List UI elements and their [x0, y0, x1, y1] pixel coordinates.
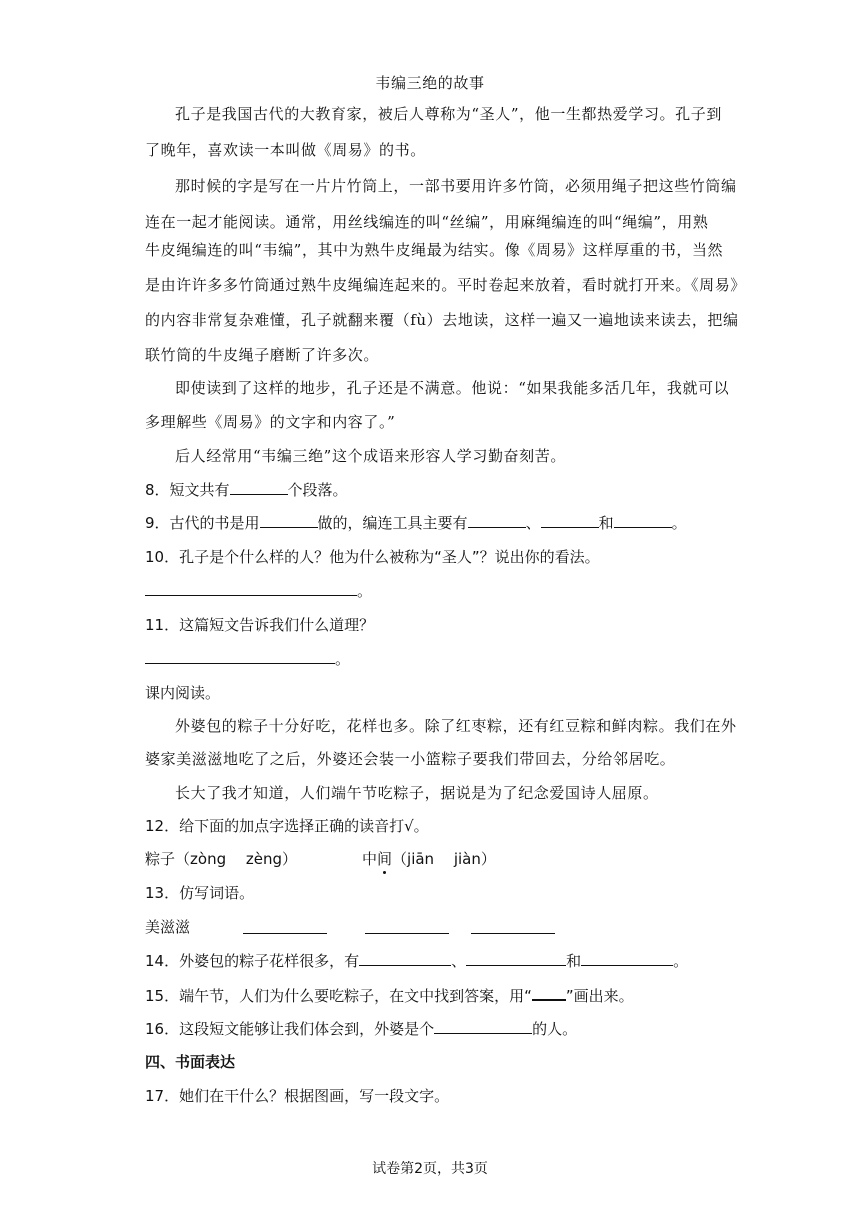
passage1-line-6: 是由许许多多竹筒通过熟牛皮绳编连起来的。平时卷起来放着，看时就打开来。《周易》	[145, 276, 746, 294]
q15-underline-mark	[532, 985, 566, 1001]
q16-text-a: 16．这段短文能够让我们体会到，外婆是个	[145, 1020, 435, 1038]
q10-answer-line	[145, 581, 372, 601]
q13-blank-3[interactable]	[471, 919, 555, 934]
passage2-line-2: 婆家美滋滋地吃了之后，外婆还会装一小篮粽子要我们带回去，分给邻居吃。	[145, 750, 676, 768]
q14-blank-3[interactable]	[581, 951, 673, 966]
q9-text-a: 9．古代的书是用	[145, 514, 260, 532]
question-17: 17．她们在干什么？根据图画，写一段文字。	[145, 1087, 450, 1105]
passage-title: 韦编三绝的故事	[375, 74, 485, 92]
passage1-line-2: 了晚年，喜欢读一本叫做《周易》的书。	[145, 141, 426, 159]
q9-text-e: 。	[671, 514, 687, 532]
q15-text-b: ”画出来。	[565, 987, 634, 1005]
question-11: 11．这篇短文告诉我们什么道理？	[145, 616, 375, 634]
q13-answer-line	[145, 917, 190, 937]
q13-blank-1[interactable]	[243, 919, 327, 934]
q9-blank-3[interactable]	[541, 513, 599, 528]
passage1-line-11: 后人经常用“韦编三绝”这个成语来形容人学习勤奋刻苦。	[175, 447, 566, 465]
q12-item-1	[145, 849, 297, 869]
q11-answer-line	[145, 649, 350, 669]
q8-text-b: 个段落。	[287, 481, 348, 499]
passage2-line-1: 外婆包的粽子十分好吃，花样也多。除了红枣粽，还有红豆粽和鲜肉粽。我们在外	[175, 717, 737, 735]
passage1-line-7: 的内容非常复杂难懂，孔子就翻来覆（fù）去地读，这样一遍又一遍地读来读去，把编	[145, 311, 739, 329]
q12-item1-char: 粽	[145, 850, 161, 868]
q14-text-c: 和	[566, 952, 582, 970]
question-14	[145, 951, 688, 971]
q14-text-d: 。	[673, 952, 689, 970]
question-13: 13．仿写词语。	[145, 884, 255, 902]
section-label-reading: 课内阅读。	[145, 684, 221, 702]
q13-example: 美滋滋	[145, 918, 191, 936]
passage1-line-1: 孔子是我国古代的大教育家，被后人尊称为“圣人”，他一生都热爱学习。孔子到	[175, 105, 722, 123]
q10-end: 。	[357, 582, 373, 600]
q16-text-b: 的人。	[532, 1020, 578, 1038]
q12-item-2	[362, 849, 496, 869]
q10-blank[interactable]	[145, 581, 357, 596]
q16-blank[interactable]	[434, 1019, 532, 1034]
q9-blank-1[interactable]	[260, 513, 318, 528]
q9-text-c: 、	[525, 514, 541, 532]
question-15	[145, 985, 634, 1006]
q12-item2-dotted-char: 间	[377, 850, 393, 868]
q11-end: 。	[335, 650, 351, 668]
question-8	[145, 480, 348, 500]
question-12: 12．给下面的加点字选择正确的读音打√。	[145, 817, 429, 835]
q14-blank-2[interactable]	[466, 951, 566, 966]
q14-text-a: 14．外婆包的粽子花样很多，有	[145, 952, 360, 970]
q9-blank-4[interactable]	[614, 513, 672, 528]
question-10: 10．孔子是个什么样的人？他为什么被称为“圣人”？说出你的看法。	[145, 548, 600, 566]
q13-blank-2[interactable]	[365, 919, 449, 934]
q12-item1-rest: 子（zòng zèng）	[160, 850, 297, 868]
question-9	[145, 513, 687, 533]
q12-item2-char1: 中	[362, 850, 378, 868]
passage2-line-3: 长大了我才知道，人们端午节吃粽子，据说是为了纪念爱国诗人屈原。	[175, 784, 659, 802]
q8-text-a: 8．短文共有	[145, 481, 230, 499]
passage1-line-9: 即使读到了这样的地步，孔子还是不满意。他说：“如果我能多活几年，我就可以	[175, 379, 730, 397]
passage1-line-3: 那时候的字是写在一片片竹筒上，一部书要用许多竹筒，必须用绳子把这些竹筒编	[175, 177, 737, 195]
page-footer: 试卷第2页，共3页	[372, 1161, 488, 1177]
q8-blank[interactable]	[230, 480, 288, 495]
q15-text-a: 15．端午节，人们为什么要吃粽子，在文中找到答案，用“	[145, 987, 532, 1005]
question-16	[145, 1019, 577, 1039]
passage1-line-10: 多理解些《周易》的文字和内容了。”	[145, 413, 396, 431]
q14-blank-1[interactable]	[359, 951, 451, 966]
section-4-heading: 四、书面表达	[145, 1053, 236, 1071]
q12-item2-pinyin: （jiān jiàn）	[392, 850, 496, 868]
passage1-line-5: 牛皮绳编连的叫“韦编”，其中为熟牛皮绳最为结实。像《周易》这样厚重的书，当然	[145, 241, 724, 259]
q9-blank-2[interactable]	[468, 513, 526, 528]
passage1-line-8: 联竹筒的牛皮绳子磨断了许多次。	[145, 346, 380, 364]
q11-blank[interactable]	[145, 649, 335, 664]
passage1-line-4: 连在一起才能阅读。通常，用丝线编连的叫“丝编”，用麻绳编连的叫“绳编”，用熟	[145, 213, 709, 231]
q9-text-b: 做的，编连工具主要有	[317, 514, 468, 532]
q14-text-b: 、	[451, 952, 467, 970]
q9-text-d: 和	[598, 514, 614, 532]
